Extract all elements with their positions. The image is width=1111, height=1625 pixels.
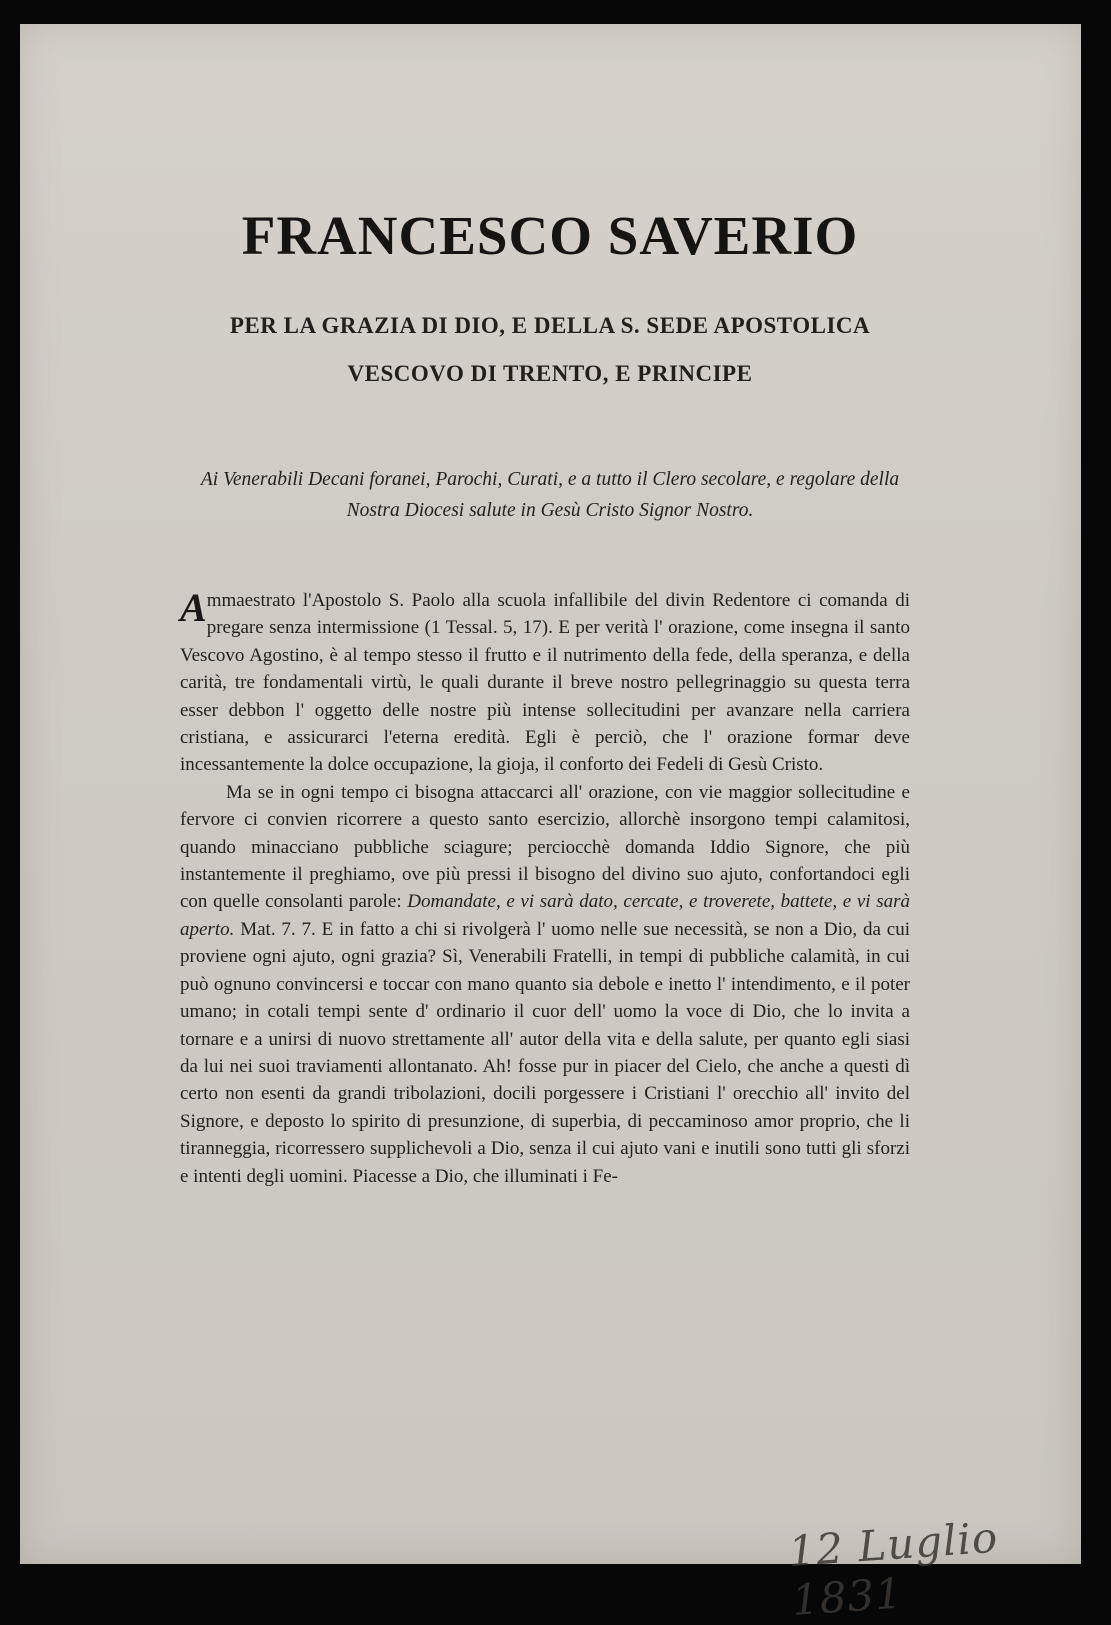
paragraph-2-text-b: Mat. 7. 7. E in fatto a chi si rivolgerà l' uomo nelle sue necessità, se non a Dio, da cui proviene ogni ajuto, ogni grazia? Sì, Venerabili Fratelli, in tempi di pubbliche calamità, in cui può ognuno convincersi e toccar con mano quanto sia debole e inetto l' intendimento, e il poter umano; in cotali tempi sente d' ordinario il cuor dell' uomo la voce di Dio, che lo invita a tornare e a unirsi di nuovo strettamente all' autor della vita e della salute, per quanto egli siasi da lui nei suoi traviamenti allontanato. Ah! fosse pur in piacer del Cielo, che anche a questi dì certo non esenti da grandi tribolazioni, docili porgessere i Cristiani l' orecchio all' invito del Signore, e deposto lo spirito di presunzione, di superbia, di peccaminoso amor proprio, che li tiranneggia, ricorressero supplichevoli a Dio, senza il cui ajuto vani e inutili sono tutti gli sforzi e intenti degli uomini. Piacesse a Dio, che illuminati i Fe- xyxy=(180,918,910,1187)
document-page xyxy=(20,24,1081,1625)
body-text xyxy=(180,587,910,1190)
salutation: Ai Venerabili Decani foranei, Parochi, Curati, e a tutto il Clero secolare, e regolare della Nostra Diocesi salute in Gesù Cristo Signor Nostro. xyxy=(200,469,900,521)
paragraph-2-text-a: Ma se in ogni tempo ci bisogna attaccarci all' orazione, con vie maggior sollecitudine e fervore ci convien ricorrere a questo santo esercizio, allorchè insorgono tempi calamitosi, quando minacciano pubbliche sciagure; perciocchè domanda Iddio Signore, che più instantemente il preghiamo, ove più pressi il bisogno del divino suo ajuto, confortandoci egli con quelle consolanti parole: xyxy=(180,781,910,913)
subtitle-line-1: PER LA GRAZIA DI DIO, E DELLA S. SEDE APOSTOLICA xyxy=(229,313,871,338)
subtitle-line-2: VESCOVO DI TRENTO, E PRINCIPE xyxy=(347,361,753,386)
drop-cap: A xyxy=(180,585,207,630)
page-title: FRANCESCO SAVERIO xyxy=(241,205,859,266)
scripture-quote: Domandate, e vi sarà dato, cercate, e troverete, battete, e vi sarà aperto. xyxy=(180,891,910,940)
paragraph-1 xyxy=(180,587,910,779)
handwritten-date: 12 Luglio 1831 xyxy=(786,1512,1000,1625)
paragraph-1-text: mmaestrato l'Apostolo S. Paolo alla scuola infallibile del divin Redentore ci comanda di pregare senza intermissione (1 Tessal. 5, 17). E per verità l' orazione, come insegna il santo Vescovo Agostino, è al tempo stesso il frutto e il nutrimento della fede, della speranza, e della carità, tre fondamentali virtù, le quali durante il breve nostro pellegrinaggio su questa terra esser debbon l' oggetto delle nostre più intense sollecitudini per avanzare nella carriera cristiana, e assicurarci l'eterna eredità. Egli è perciò, che l' orazione formar deve incessantemente la dolce occupazione, la gioja, il conforto dei Fedeli di Gesù Cristo. xyxy=(180,590,910,776)
paragraph-2 xyxy=(180,779,910,1190)
